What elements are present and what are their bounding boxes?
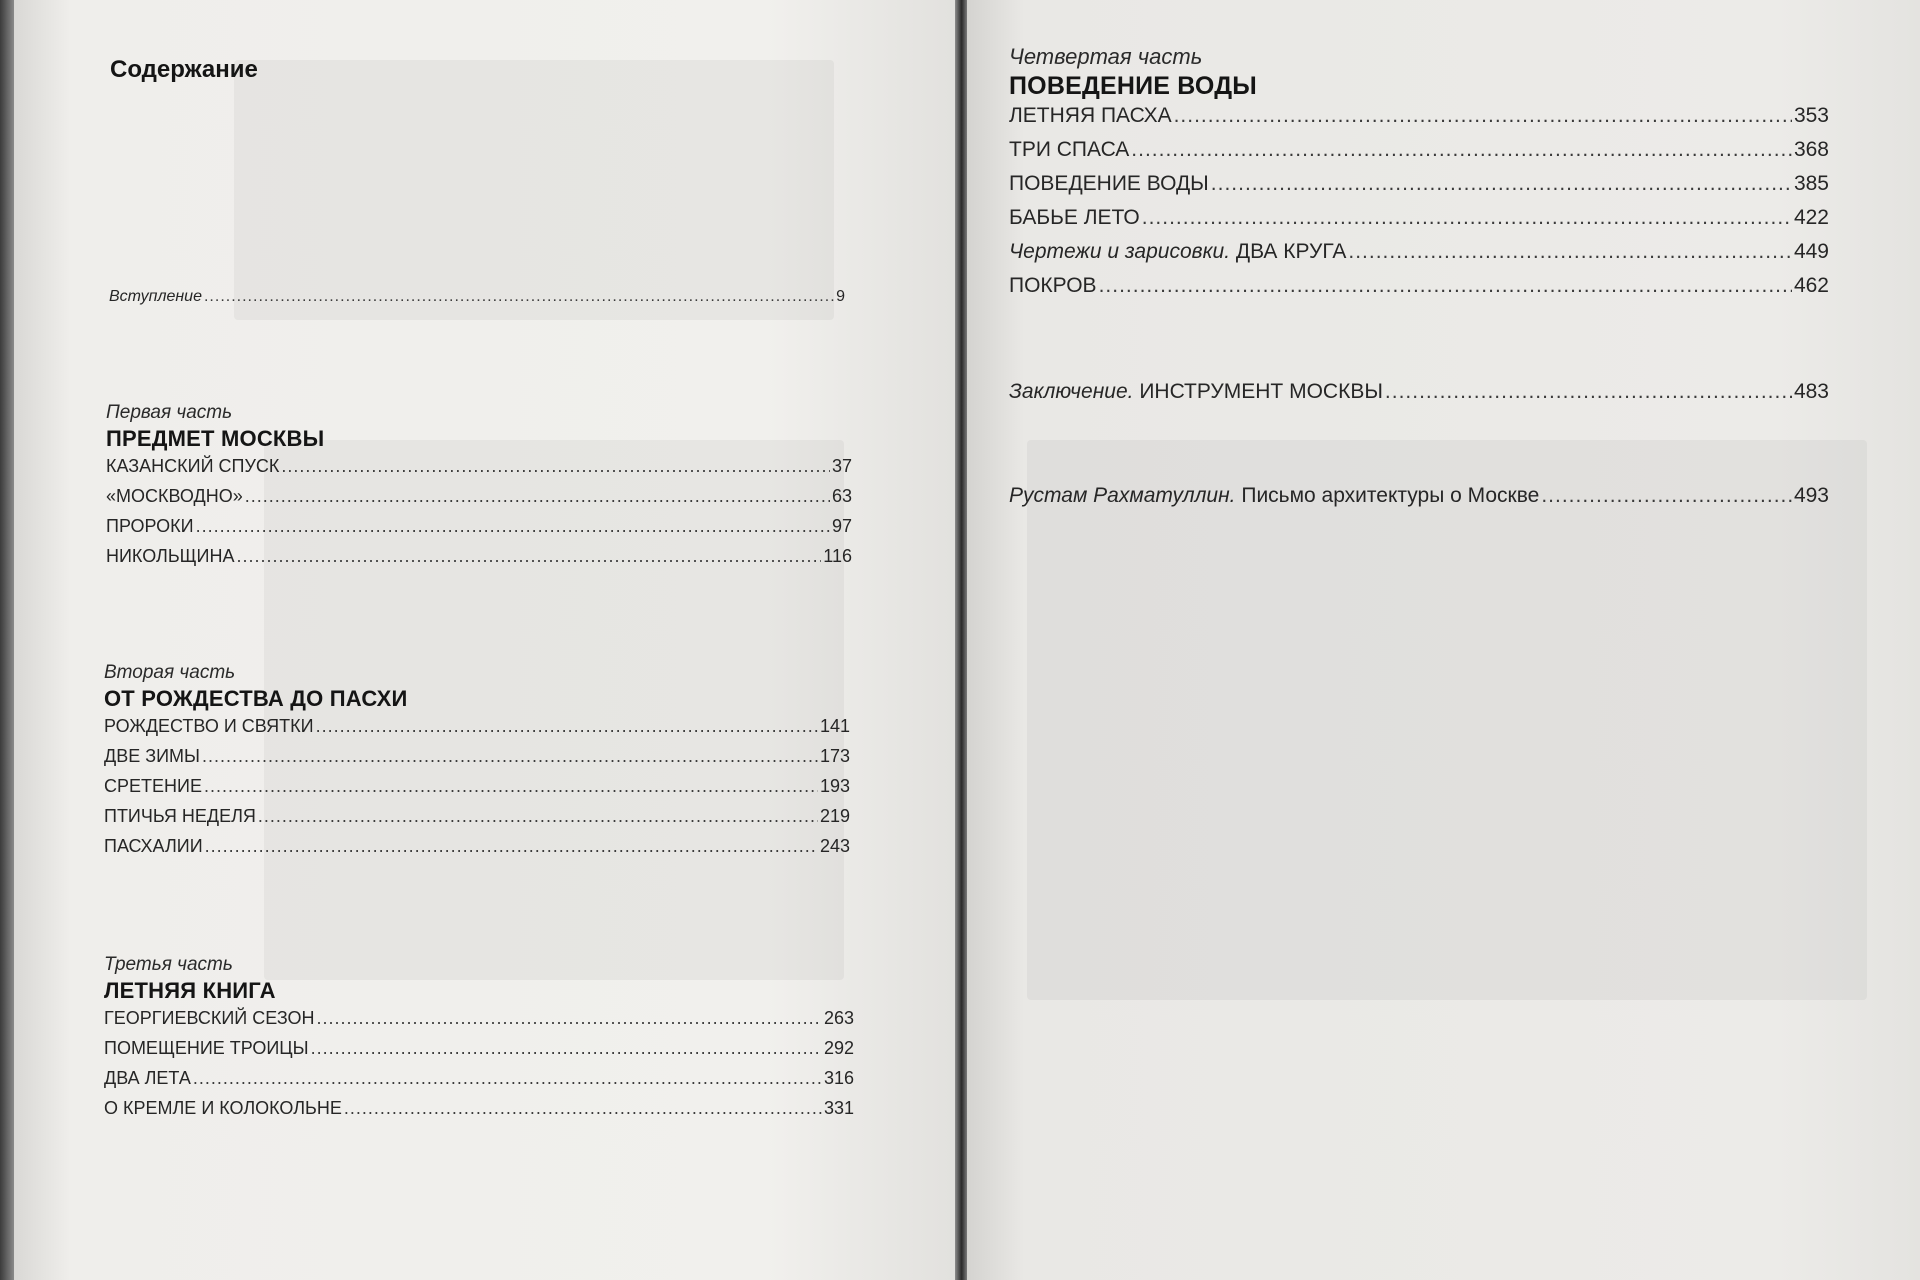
toc-page-number: 97 [831, 516, 852, 536]
toc-page-number: 368 [1793, 138, 1829, 161]
toc-part-4 [1009, 44, 1829, 298]
toc-entry-label: Вступление [109, 288, 202, 305]
toc-leader [205, 836, 818, 857]
toc-entry-label: Заключение. ИНСТРУМЕНТ МОСКВЫ [1009, 380, 1383, 403]
toc-leader [1099, 274, 1792, 298]
toc-entry[interactable] [104, 1038, 854, 1059]
bleed-through-text [1027, 440, 1867, 1000]
toc-leader [204, 776, 818, 797]
toc-leader [193, 1068, 822, 1089]
toc-page-number: 141 [819, 716, 850, 736]
toc-entry-label: БАБЬЕ ЛЕТО [1009, 206, 1140, 229]
toc-page-number: 263 [823, 1008, 854, 1028]
toc-entry-label: НИКОЛЬЩИНА [106, 546, 235, 566]
toc-entry-label: Чертежи и зарисовки. ДВА КРУГА [1009, 240, 1347, 263]
toc-leader [344, 1098, 822, 1119]
toc-entry-label: ЛЕТНЯЯ ПАСХА [1009, 104, 1172, 127]
toc-part-1 [106, 402, 852, 567]
toc-conclusion [1009, 380, 1829, 404]
toc-page-number: 331 [823, 1098, 854, 1118]
toc-entry-label: Рустам Рахматуллин. Письмо архитектуры о Москве [1009, 484, 1540, 507]
toc-entry-label: ТРИ СПАСА [1009, 138, 1130, 161]
toc-entry-label: ПАСХАЛИИ [104, 836, 203, 856]
toc-entry-label: СРЕТЕНИЕ [104, 776, 202, 796]
toc-entry-label: ДВЕ ЗИМЫ [104, 746, 200, 766]
toc-entry[interactable] [104, 1008, 854, 1029]
part-label: Первая часть [106, 402, 233, 423]
toc-page-number: 353 [1793, 104, 1829, 127]
toc-page-number: 63 [831, 486, 852, 506]
part-label: Вторая часть [104, 662, 236, 683]
toc-leader [258, 806, 818, 827]
toc-entry[interactable] [1009, 138, 1829, 162]
toc-entry-label: ПОМЕЩЕНИЕ ТРОИЦЫ [104, 1038, 309, 1058]
toc-entry-label: КАЗАНСКИЙ СПУСК [106, 456, 280, 476]
toc-part-3 [104, 954, 854, 1119]
toc-page-number: 449 [1793, 240, 1829, 263]
toc-entry-label: РОЖДЕСТВО И СВЯТКИ [104, 716, 314, 736]
toc-leader [1541, 484, 1792, 508]
toc-entry-label: ГЕОРГИЕВСКИЙ СЕЗОН [104, 1008, 315, 1028]
toc-leader [311, 1038, 822, 1059]
toc-entry[interactable] [104, 716, 850, 737]
toc-page-number: 422 [1793, 206, 1829, 229]
toc-entry[interactable] [1009, 104, 1829, 128]
page-title: Содержание [110, 56, 258, 83]
toc-page-number: 292 [823, 1038, 854, 1058]
toc-intro [109, 288, 845, 306]
toc-page-number: 219 [819, 806, 850, 826]
part-title: ОТ РОЖДЕСТВА ДО ПАСХИ [104, 686, 408, 711]
toc-leader [1211, 172, 1792, 196]
toc-leader [317, 1008, 822, 1029]
toc-entry[interactable] [1009, 380, 1829, 404]
toc-entry[interactable] [104, 1098, 854, 1119]
toc-page-number: 173 [819, 746, 850, 766]
toc-entry[interactable] [1009, 274, 1829, 298]
toc-afterword [1009, 484, 1829, 508]
toc-entry[interactable] [106, 546, 852, 567]
toc-page-number: 493 [1793, 484, 1829, 507]
left-page [14, 0, 955, 1280]
toc-entry[interactable] [104, 776, 850, 797]
right-page [967, 0, 1920, 1280]
part-label: Четвертая часть [1009, 44, 1203, 69]
toc-leader [202, 746, 818, 767]
toc-entry[interactable] [106, 516, 852, 537]
toc-entry-label: ПОВЕДЕНИЕ ВОДЫ [1009, 172, 1209, 195]
toc-leader [1385, 380, 1792, 404]
toc-leader [281, 456, 830, 477]
toc-page-number: 462 [1793, 274, 1829, 297]
toc-entry-label: ПОКРОВ [1009, 274, 1097, 297]
toc-entry[interactable] [1009, 172, 1829, 196]
part-title: ПРЕДМЕТ МОСКВЫ [106, 426, 325, 451]
toc-leader [1142, 206, 1792, 230]
toc-entry[interactable] [1009, 484, 1829, 508]
toc-entry[interactable] [106, 486, 852, 507]
book-spine [955, 0, 967, 1280]
toc-page-number: 116 [823, 546, 852, 566]
toc-entry[interactable] [104, 746, 850, 767]
toc-entry-label: «МОСКВОДНО» [106, 486, 243, 506]
toc-entry[interactable] [1009, 206, 1829, 230]
toc-entry-label: ПТИЧЬЯ НЕДЕЛЯ [104, 806, 256, 826]
toc-entry-label: О КРЕМЛЕ И КОЛОКОЛЬНЕ [104, 1098, 342, 1118]
part-title: ПОВЕДЕНИЕ ВОДЫ [1009, 72, 1257, 100]
toc-entry[interactable] [106, 456, 852, 477]
toc-entry[interactable] [104, 1068, 854, 1089]
toc-leader [1131, 138, 1792, 162]
toc-part-2 [104, 662, 850, 857]
toc-entry-label: ДВА ЛЕТА [104, 1068, 191, 1088]
toc-page-number: 243 [819, 836, 850, 856]
toc-entry[interactable] [109, 288, 845, 306]
toc-leader [236, 546, 821, 567]
toc-entry[interactable] [104, 806, 850, 827]
toc-entry[interactable] [104, 836, 850, 857]
part-title: ЛЕТНЯЯ КНИГА [104, 978, 276, 1003]
toc-page-number: 37 [831, 456, 852, 476]
toc-page-number: 9 [836, 288, 845, 305]
toc-page-number: 316 [823, 1068, 854, 1088]
toc-page-number: 193 [819, 776, 850, 796]
part-label: Третья часть [104, 954, 233, 975]
toc-page-number: 483 [1793, 380, 1829, 403]
toc-leader [245, 486, 830, 507]
toc-leader [1174, 104, 1792, 128]
toc-page-number: 385 [1793, 172, 1829, 195]
toc-leader [196, 516, 830, 537]
book-edge [0, 0, 14, 1280]
bleed-through-illustration [234, 60, 834, 320]
toc-leader [204, 288, 834, 306]
toc-leader [1348, 240, 1792, 264]
toc-entry[interactable] [1009, 240, 1829, 264]
toc-leader [316, 716, 818, 737]
toc-entry-label: ПРОРОКИ [106, 516, 194, 536]
